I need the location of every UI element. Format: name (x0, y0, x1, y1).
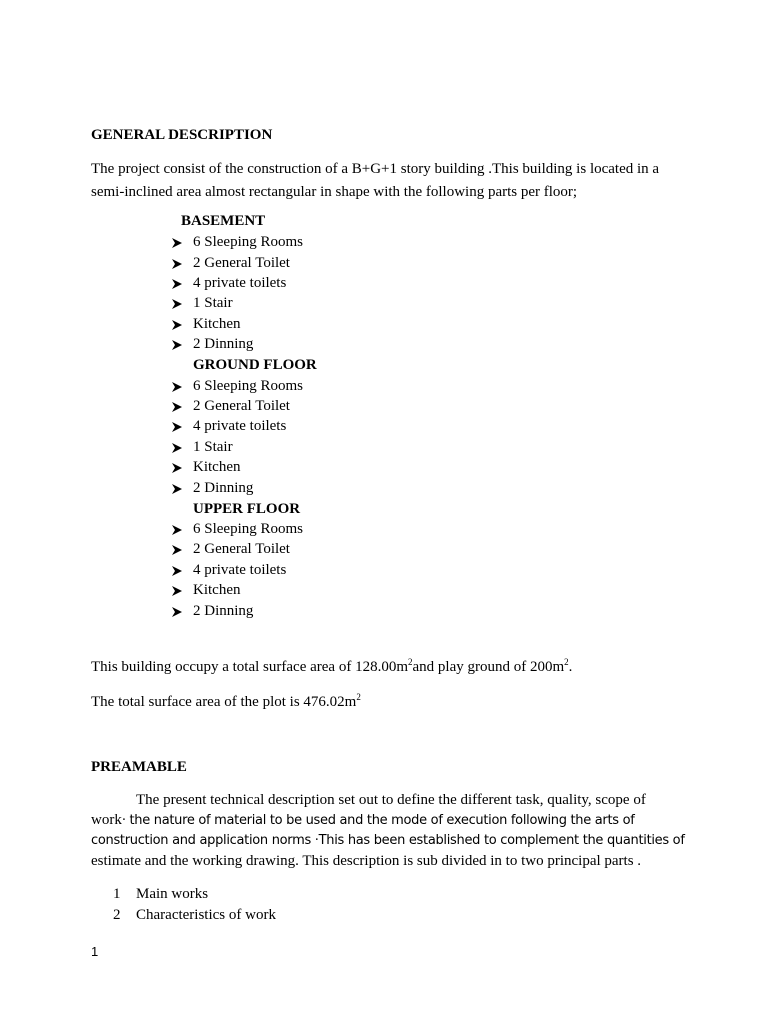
basement-item: 2 Dinning (193, 336, 254, 352)
bullet-arrow-icon (171, 606, 183, 618)
preamble-line-4: estimate and the working drawing. This description is sub divided in to two principal parts . (91, 853, 642, 869)
bullet-arrow-icon (171, 421, 183, 433)
page-number: 1 (91, 944, 99, 959)
upper-floor-item: 2 Dinning (193, 603, 254, 619)
ground-floor-heading: GROUND FLOOR (193, 357, 317, 373)
ground-floor-item: 2 Dinning (193, 480, 254, 496)
upper-floor-item: 4 private toilets (193, 562, 287, 578)
bullet-arrow-icon (171, 401, 183, 413)
part-label: Main works (136, 886, 209, 902)
basement-heading: BASEMENT (181, 213, 266, 229)
basement-item: 1 Stair (193, 295, 233, 311)
building-area-sentence: This building occupy a total surface area of $128.00m^2and$ play ground of $200m^2$. (91, 657, 573, 675)
bullet-arrow-icon (171, 462, 183, 474)
bullet-arrow-icon (171, 278, 183, 290)
upper-floor-item: Kitchen (193, 582, 241, 598)
ground-floor-item: 2 General Toilet (193, 398, 290, 414)
basement-item: Kitchen (193, 316, 241, 332)
part-number: 1 (113, 886, 121, 902)
basement-item: 4 private toilets (193, 275, 287, 291)
part-number: 2 (113, 907, 121, 923)
ground-floor-item: 1 Stair (193, 439, 233, 455)
upper-floor-item: 2 General Toilet (193, 541, 290, 557)
upper-floor-item: 6 Sleeping Rooms (193, 521, 304, 537)
preamable-heading: PREAMABLE (91, 759, 187, 775)
part-label: Characteristics of work (136, 907, 276, 923)
bullet-arrow-icon (171, 381, 183, 393)
bullet-arrow-icon (171, 258, 183, 270)
bullet-arrow-icon (171, 544, 183, 556)
bullet-arrow-icon (171, 565, 183, 577)
bullet-arrow-icon (171, 339, 183, 351)
general-paragraph-line-2: semi-inclined area almost rectangular in shape with the following parts per floor; (91, 184, 578, 200)
plot-area-sentence: The total surface area of the plot is $476.02m^2$ (91, 692, 361, 710)
bullet-arrow-icon (171, 585, 183, 597)
basement-item: 6 Sleeping Rooms (193, 234, 304, 250)
bullet-arrow-icon (171, 237, 183, 249)
ground-floor-item: 6 Sleeping Rooms (193, 378, 304, 394)
preamble-line-2: work· the nature of material to be used and the mode of execution following the arts of (91, 812, 635, 828)
bullet-arrow-icon (171, 298, 183, 310)
ground-floor-item: 4 private toilets (193, 418, 287, 434)
preamble-line-1: The present technical description set out to define the different task, quality, scope of (136, 792, 646, 808)
upper-floor-heading: UPPER FLOOR (193, 501, 301, 517)
basement-item: 2 General Toilet (193, 255, 290, 271)
preamble-line-3: construction and application norms ·This has been established to complement the quantities of (91, 833, 685, 848)
bullet-arrow-icon (171, 524, 183, 536)
bullet-arrow-icon (171, 319, 183, 331)
general-paragraph-line-1: The project consist of the construction of a B+G+1 story building .This building is located in a (91, 161, 660, 177)
general-description-heading: GENERAL DESCRIPTION (91, 127, 273, 143)
bullet-arrow-icon (171, 442, 183, 454)
ground-floor-item: Kitchen (193, 459, 241, 475)
bullet-arrow-icon (171, 483, 183, 495)
